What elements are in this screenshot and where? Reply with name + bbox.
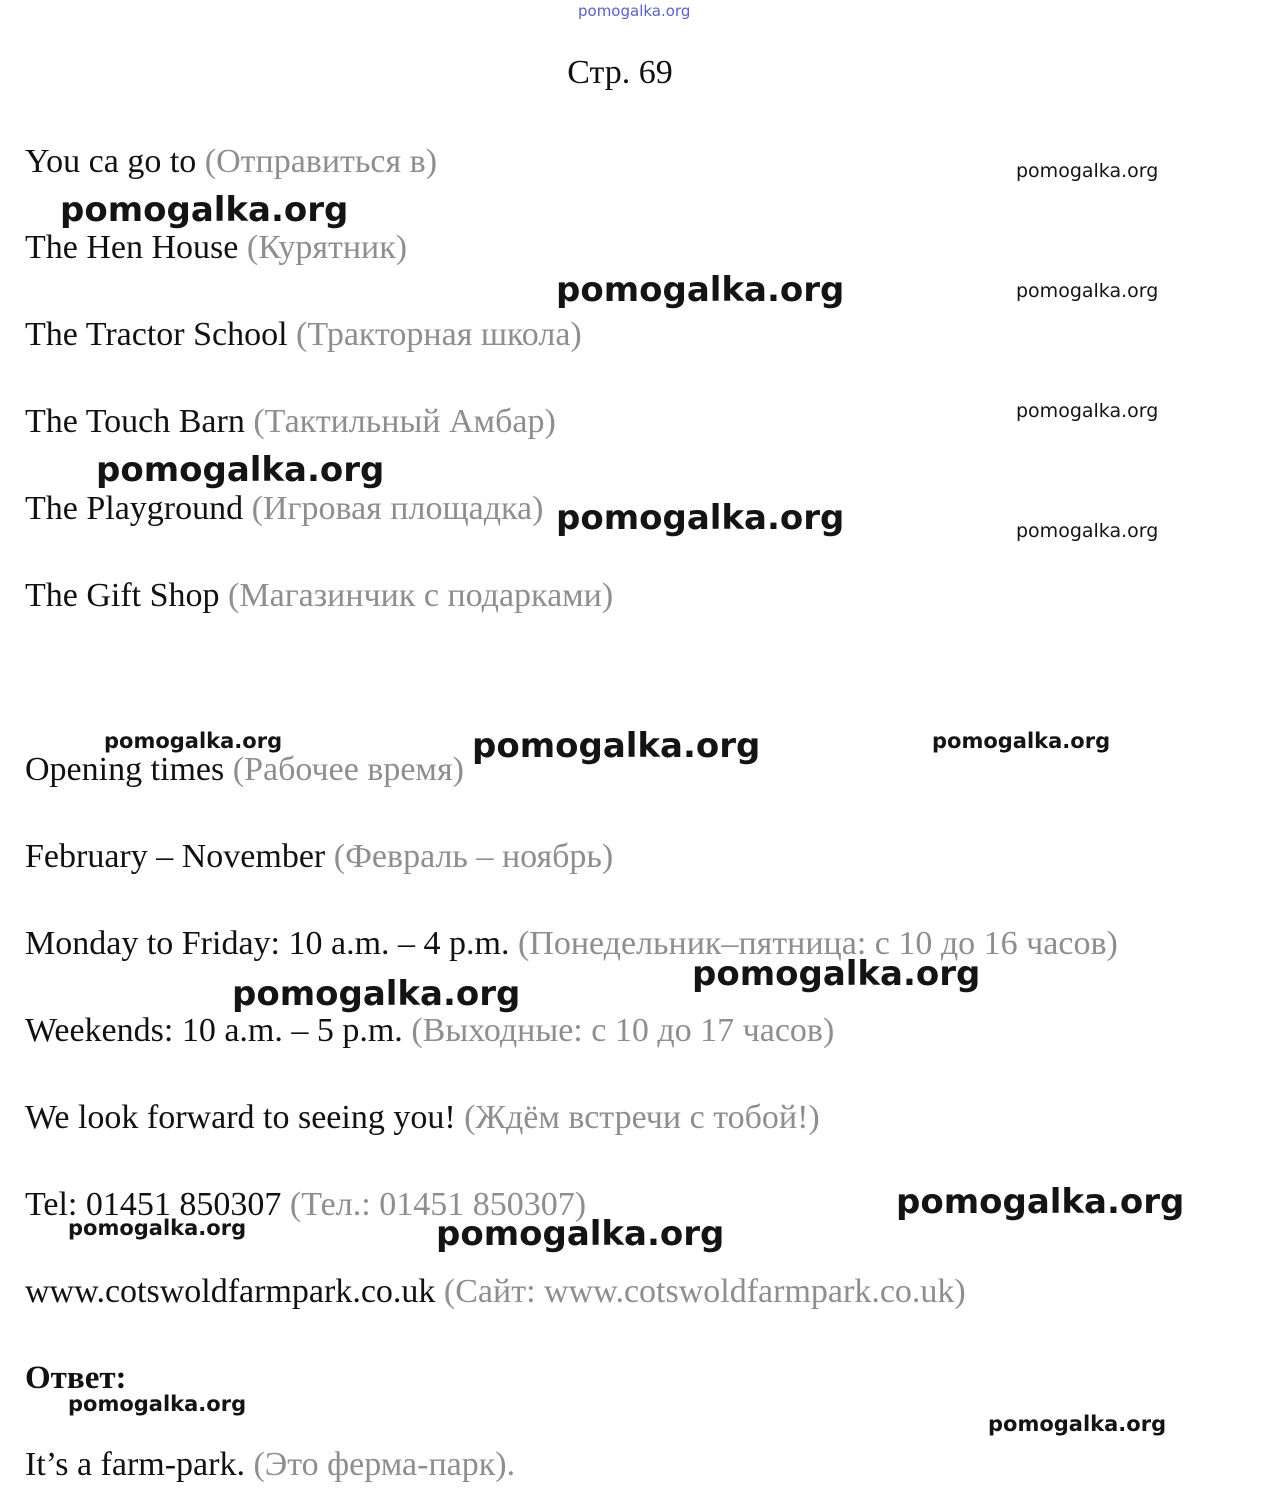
english-text: February – November	[25, 838, 326, 875]
text-line	[25, 315, 582, 355]
answer-english-text: It’s a farm-park.	[25, 1446, 245, 1483]
answer-line	[25, 1445, 515, 1485]
text-line	[25, 402, 556, 442]
text-line	[25, 142, 437, 182]
watermark: pomogalka.org	[232, 974, 521, 1014]
text-line	[25, 489, 543, 529]
russian-translation: (Рабочее время)	[232, 751, 464, 788]
english-text: The Playground	[25, 490, 244, 527]
watermark: pomogalka.org	[556, 270, 845, 310]
watermark: pomogalka.org	[988, 1412, 1167, 1436]
english-text: Opening times	[25, 751, 225, 788]
russian-translation: (Курятник)	[246, 229, 408, 266]
english-text: The Tractor School	[25, 316, 288, 353]
watermark: pomogalka.org	[1016, 280, 1159, 302]
watermark: pomogalka.org	[896, 1182, 1185, 1222]
text-line	[25, 1272, 966, 1312]
russian-translation: (Ждём встречи с тобой!)	[464, 1099, 820, 1136]
russian-translation: (Магазинчик с подарками)	[228, 577, 614, 614]
watermark: pomogalka.org	[556, 498, 845, 538]
text-line	[25, 1011, 834, 1051]
english-text: www.cotswoldfarmpark.co.uk	[25, 1273, 436, 1310]
watermark: pomogalka.org	[436, 1214, 725, 1254]
english-text: Monday to Friday: 10 a.m. – 4 p.m.	[25, 925, 510, 962]
text-line	[25, 576, 613, 616]
english-text: The Touch Barn	[25, 403, 245, 440]
top-watermark: pomogalka.org	[578, 2, 691, 20]
russian-translation: (Тел.: 01451 850307)	[289, 1186, 587, 1223]
russian-translation: (Выходные: с 10 до 17 часов)	[411, 1012, 835, 1049]
page-number: Стр. 69	[567, 54, 673, 91]
russian-translation: (Тактильный Амбар)	[253, 403, 556, 440]
russian-translation: (Отправиться в)	[204, 143, 438, 180]
english-text: The Gift Shop	[25, 577, 220, 614]
english-text: Weekends: 10 a.m. – 5 p.m.	[25, 1012, 403, 1049]
watermark: pomogalka.org	[96, 450, 385, 490]
text-line	[25, 837, 613, 877]
english-text: We look forward to seeing you!	[25, 1099, 456, 1136]
watermark: pomogalka.org	[104, 729, 283, 753]
russian-translation: (Понедельник–пятница: с 10 до 16 часов)	[517, 925, 1118, 962]
russian-translation: (Сайт: www.cotswoldfarmpark.co.uk)	[443, 1273, 966, 1310]
answer-russian-translation: (Это ферма-парк).	[253, 1446, 516, 1483]
watermark: pomogalka.org	[472, 726, 761, 766]
russian-translation: (Тракторная школа)	[296, 316, 582, 353]
watermark: pomogalka.org	[932, 729, 1111, 753]
english-text: The Hen House	[25, 229, 239, 266]
watermark: pomogalka.org	[1016, 160, 1159, 182]
watermark: pomogalka.org	[60, 190, 349, 230]
watermark: pomogalka.org	[68, 1392, 247, 1416]
russian-translation: (Игровая площадка)	[251, 490, 544, 527]
russian-translation: (Февраль – ноябрь)	[333, 838, 614, 875]
english-text: Tel: 01451 850307	[25, 1186, 282, 1223]
answer-label: Ответ:	[25, 1360, 127, 1396]
text-line	[25, 1098, 820, 1138]
text-line	[25, 228, 407, 268]
english-text: You ca go to	[25, 143, 197, 180]
text-line	[25, 750, 464, 790]
watermark: pomogalka.org	[692, 954, 981, 994]
watermark: pomogalka.org	[68, 1216, 247, 1240]
watermark: pomogalka.org	[1016, 520, 1159, 542]
watermark: pomogalka.org	[1016, 400, 1159, 422]
